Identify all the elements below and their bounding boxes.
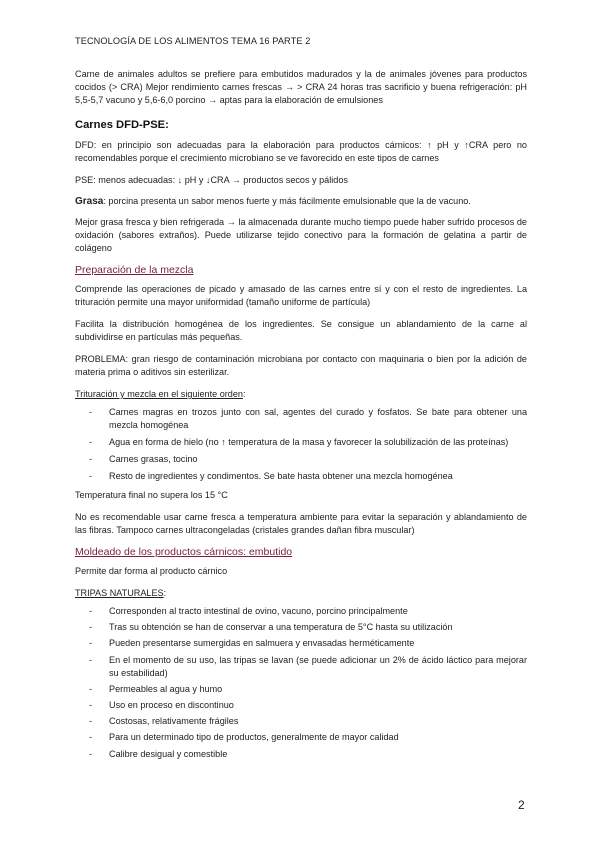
bullet-dash: - (89, 622, 93, 633)
orden-list (75, 406, 527, 483)
orden-label-line (75, 388, 527, 401)
list-item (75, 748, 527, 761)
tripas-colon: : (163, 588, 167, 598)
list-item-text: Permeables al agua y humo (109, 683, 223, 694)
list-item-text: Carnes grasas, tocino (109, 454, 198, 464)
grasa-label: Grasa (75, 196, 104, 207)
list-item (75, 406, 527, 432)
list-item (75, 637, 527, 650)
no-recomendable-paragraph: No es recomendable usar carne fresca a temperatura ambiente para evitar la separación y ablandamiento de las fibras. Tampoco carnes ultracongeladas (cristales grandes dañan fibra muscular) (75, 512, 527, 535)
document-content (75, 68, 527, 767)
list-item-text: En el momento de su uso, las tripas se lavan (se puede adicionar un 2% de ácido láctico para mejorar su estabilidad) (109, 654, 527, 678)
list-item (75, 731, 527, 744)
bullet-dash: - (89, 732, 93, 743)
page-number: 2 (518, 798, 525, 812)
list-item-text: Carnes magras en trozos junto con sal, agentes del curado y fosfatos. Se bate para obtener una mezcla homogénea (109, 407, 527, 430)
bullet-dash: - (89, 716, 93, 727)
list-item-text: Resto de ingredientes y condimentos. Se bate hasta obtener una mezcla homogénea (109, 471, 453, 481)
bullet-dash: - (89, 683, 93, 694)
list-item-text: Calibre desigual y comestible (109, 748, 228, 759)
bullet-dash: - (89, 471, 93, 481)
list-item-text: Para un determinado tipo de productos, generalmente de mayor calidad (109, 732, 399, 743)
temp-final-paragraph: Temperatura final no supera los 15 °C (75, 490, 228, 500)
orden-colon: : (242, 389, 246, 399)
bullet-dash: - (89, 638, 93, 649)
list-item-text: Tras su obtención se han de conservar a una temperatura de 5°C hasta su utilización (109, 622, 453, 633)
bullet-dash: - (89, 699, 93, 710)
list-item-text: Pueden presentarse sumergidas en salmuera y envasadas herméticamente (109, 638, 415, 649)
list-item-text: Uso en proceso en discontinuo (109, 699, 234, 710)
list-item (75, 453, 527, 466)
list-item (75, 715, 527, 728)
tripas-label: TRIPAS NATURALES (75, 588, 164, 598)
grasa-text: : porcina presenta un sabor menos fuerte y más fácilmente emulsionable que la de vacuno. (103, 196, 471, 206)
bullet-dash: - (89, 654, 93, 665)
mezcla-paragraph-3: PROBLEMA: gran riesgo de contaminación microbiana por contacto con maquinaria o bien por la adición de materia prima o aditivos sin esterilizar. (75, 354, 527, 377)
list-item (75, 470, 527, 483)
document-header: TECNOLOGÍA DE LOS ALIMENTOS TEMA 16 PARTE 2 (75, 36, 311, 46)
list-item-text: Costosas, relativamente frágiles (109, 716, 239, 727)
moldeado-paragraph: Permite dar forma al producto cárnico (75, 566, 228, 576)
mezcla-paragraph-2: Facilita la distribución homogénea de los ingredientes. Se consigue un ablandamiento de la carne al subdividirse en partículas más pequeñas. (75, 319, 527, 342)
list-item (75, 683, 527, 696)
tripas-list (75, 605, 527, 761)
bullet-dash: - (89, 748, 93, 759)
bullet-dash: - (89, 437, 93, 447)
list-item (75, 699, 527, 712)
grasa-paragraph (75, 195, 527, 208)
list-item-text: Corresponden al tracto intestinal de ovino, vacuno, porcino principalmente (109, 606, 408, 616)
mezcla-paragraph-1: Comprende las operaciones de picado y amasado de las carnes entre sí y con el resto de ingredientes. La trituración permite una mayor uniformidad (tamaño uniforme de partícula) (75, 284, 527, 307)
list-item-text: Agua en forma de hielo (no ↑ temperatura de la masa y favorecer la solubilización de las proteínas) (109, 437, 509, 447)
orden-label: Trituración y mezcla en el siguiente orden (75, 389, 243, 399)
list-item (75, 621, 527, 634)
bullet-dash: - (89, 606, 93, 616)
list-item (75, 436, 527, 449)
intro-paragraph: Carne de animales adultos se prefiere para embutidos madurados y la de animales jóvenes para productos cocidos (> CRA) Mejor rendimiento carnes frescas → > CRA 24 horas tras sacrificio y buena refrigeración: pH 5,5-5,7 vacuno y 5,6-6,0 porcino → aptas para la elaboración de emulsiones (75, 69, 527, 105)
moldeado-heading: Moldeado de los productos cárnicos: embutido (75, 546, 293, 558)
bullet-dash: - (89, 454, 93, 464)
mezcla-heading: Preparación de la mezcla (75, 264, 194, 276)
grasa-fresca-paragraph: Mejor grasa fresca y bien refrigerada → la almacenada durante mucho tiempo puede haber sufrido procesos de oxidación (sabores extraños). Puede utilizarse tejido conectivo para la formación de gelatina a partir de colágeno (75, 217, 527, 253)
list-item (75, 605, 527, 618)
bullet-dash: - (89, 407, 93, 417)
pse-paragraph: PSE: menos adecuadas: ↓ pH y ↓CRA → productos secos y pálidos (75, 175, 348, 185)
list-item (75, 654, 527, 680)
tripas-label-line (75, 587, 527, 600)
dfd-paragraph: DFD: en principio son adecuadas para la elaboración para productos cárnicos: ↑ pH y ↑CRA pero no recomendables porque el crecimiento microbiano se ve favorecido en este tipos de carnes (75, 140, 527, 163)
dfd-pse-heading: Carnes DFD-PSE: (75, 119, 169, 131)
